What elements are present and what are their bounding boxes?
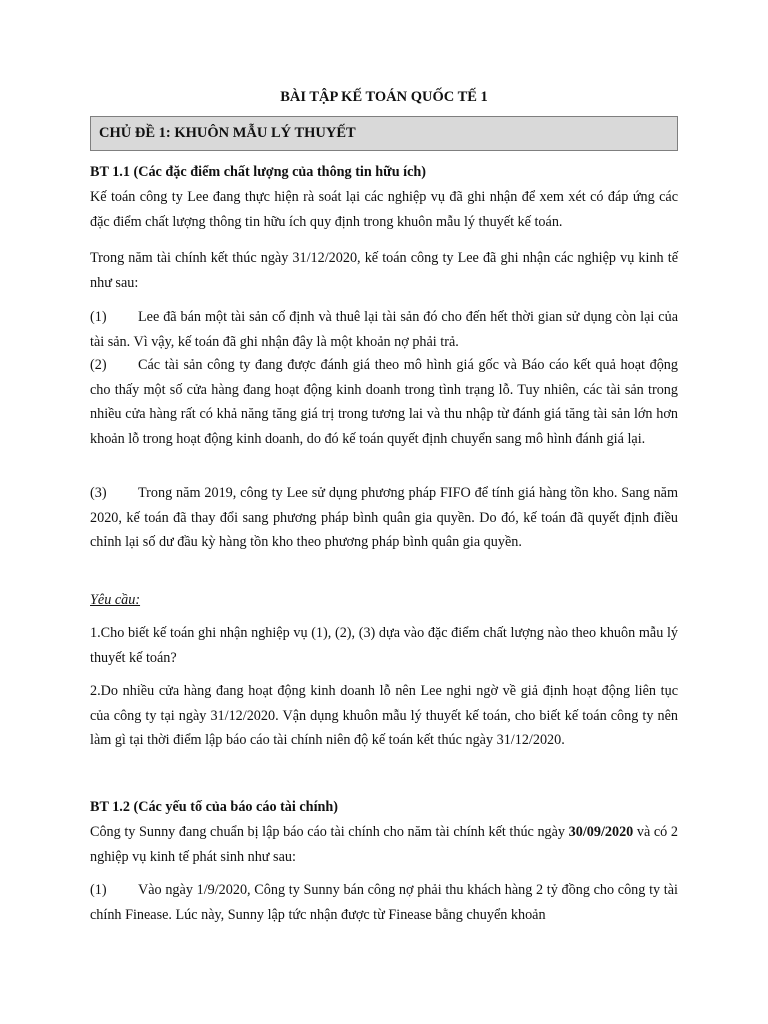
bt12-intro [90, 820, 678, 869]
list-item [90, 481, 678, 555]
item-number: (3) [90, 485, 107, 501]
bt12-intro-pre: Công ty Sunny đang chuẩn bị lập báo cáo tài chính cho năm tài chính kết thúc ngày [90, 824, 569, 840]
item-number: (2) [90, 357, 107, 373]
item-number: (1) [90, 309, 107, 325]
exercise-heading: BT 1.2 (Các yếu tố của báo cáo tài chính) [90, 799, 339, 815]
bt12-intro-block [90, 820, 678, 869]
bt12-intro-date: 30/09/2020 [568, 824, 634, 840]
document-title: BÀI TẬP KẾ TOÁN QUỐC TẾ 1 [280, 89, 488, 105]
question-1: 1.Cho biết kế toán ghi nhận nghiệp vụ (1), (2), (3) dựa vào đặc điểm chất lượng nào theo khuôn mẫu lý thuyết kế toán? [90, 625, 678, 666]
bt11-context-block [90, 246, 678, 295]
bt12-intro-post: và có 2 nghiệp vụ kinh tế phát sinh như sau: [90, 824, 678, 865]
bt11-intro: Kế toán công ty Lee đang thực hiện rà soát lại các nghiệp vụ đã ghi nhận để xem xét có đáp ứng các đặc điểm chất lượng thông tin hữu ích quy định trong khuôn mẫu lý thuyết kế toán. [90, 189, 678, 230]
requirement-label: Yêu cầu: [90, 592, 141, 608]
item-text: Lee đã bán một tài sản cố định và thuê lại tài sản đó cho đến hết thời gian sử dụng còn lại của tài sản. Vì vậy, kế toán đã ghi nhận đây là một khoản nợ phải trả. [90, 309, 678, 350]
requirement-block [90, 588, 678, 613]
bt12-heading [90, 795, 678, 820]
bt11-item-3 [90, 481, 678, 555]
question-1-block [90, 621, 678, 670]
section-title: CHỦ ĐỀ 1: KHUÔN MẪU LÝ THUYẾT [99, 125, 356, 141]
bt11-context: Trong năm tài chính kết thúc ngày 31/12/2020, kế toán công ty Lee đã ghi nhận các nghiệp vụ kinh tế như sau: [90, 250, 678, 291]
item-text: Các tài sản công ty đang được đánh giá theo mô hình giá gốc và Báo cáo kết quả hoạt động cho thấy một số cửa hàng đang hoạt động kinh doanh trong tình trạng lỗ. Tuy nhiên, các tài sản trong nhiều cửa hàng rất có khả năng tăng giá trị trong tương lai và thu nhập từ đánh giá tăng tài sản lớn hơn khoản lỗ trong hoạt động kinh doanh, do đó kế toán quyết định chuyển sang mô hình đánh giá lại. [90, 357, 678, 447]
list-item [90, 878, 678, 927]
list-item [90, 305, 678, 354]
question-2-block [90, 679, 678, 753]
bt11-item-2 [90, 353, 678, 451]
bt11-heading [90, 160, 678, 185]
section-header [90, 116, 678, 151]
exercise-heading: BT 1.1 (Các đặc điểm chất lượng của thông tin hữu ích) [90, 164, 426, 180]
list-item [90, 353, 678, 451]
item-number: (1) [90, 882, 107, 898]
bt11-intro-block [90, 185, 678, 234]
item-text: Trong năm 2019, công ty Lee sử dụng phương pháp FIFO để tính giá hàng tồn kho. Sang năm 2020, kế toán đã thay đổi sang phương pháp bình quân gia quyền. Do đó, kế toán đã quyết định điều chỉnh lại số dư đầu kỳ hàng tồn kho theo phương pháp bình quân gia quyền. [90, 485, 678, 550]
bt12-item-1 [90, 878, 678, 927]
item-text: Vào ngày 1/9/2020, Công ty Sunny bán công nợ phải thu khách hàng 2 tỷ đồng cho công ty tài chính Finease. Lúc này, Sunny lập tức nhận được từ Finease bằng chuyển khoản [90, 882, 678, 923]
question-2: 2.Do nhiều cửa hàng đang hoạt động kinh doanh lỗ nên Lee nghi ngờ về giả định hoạt động liên tục của công ty tại ngày 31/12/2020. Vận dụng khuôn mẫu lý thuyết kế toán, cho biết kế toán công ty nên làm gì tại thời điểm lập báo cáo tài chính niên độ kế toán kết thúc ngày 31/12/2020. [90, 683, 678, 748]
bt11-item-1 [90, 305, 678, 354]
